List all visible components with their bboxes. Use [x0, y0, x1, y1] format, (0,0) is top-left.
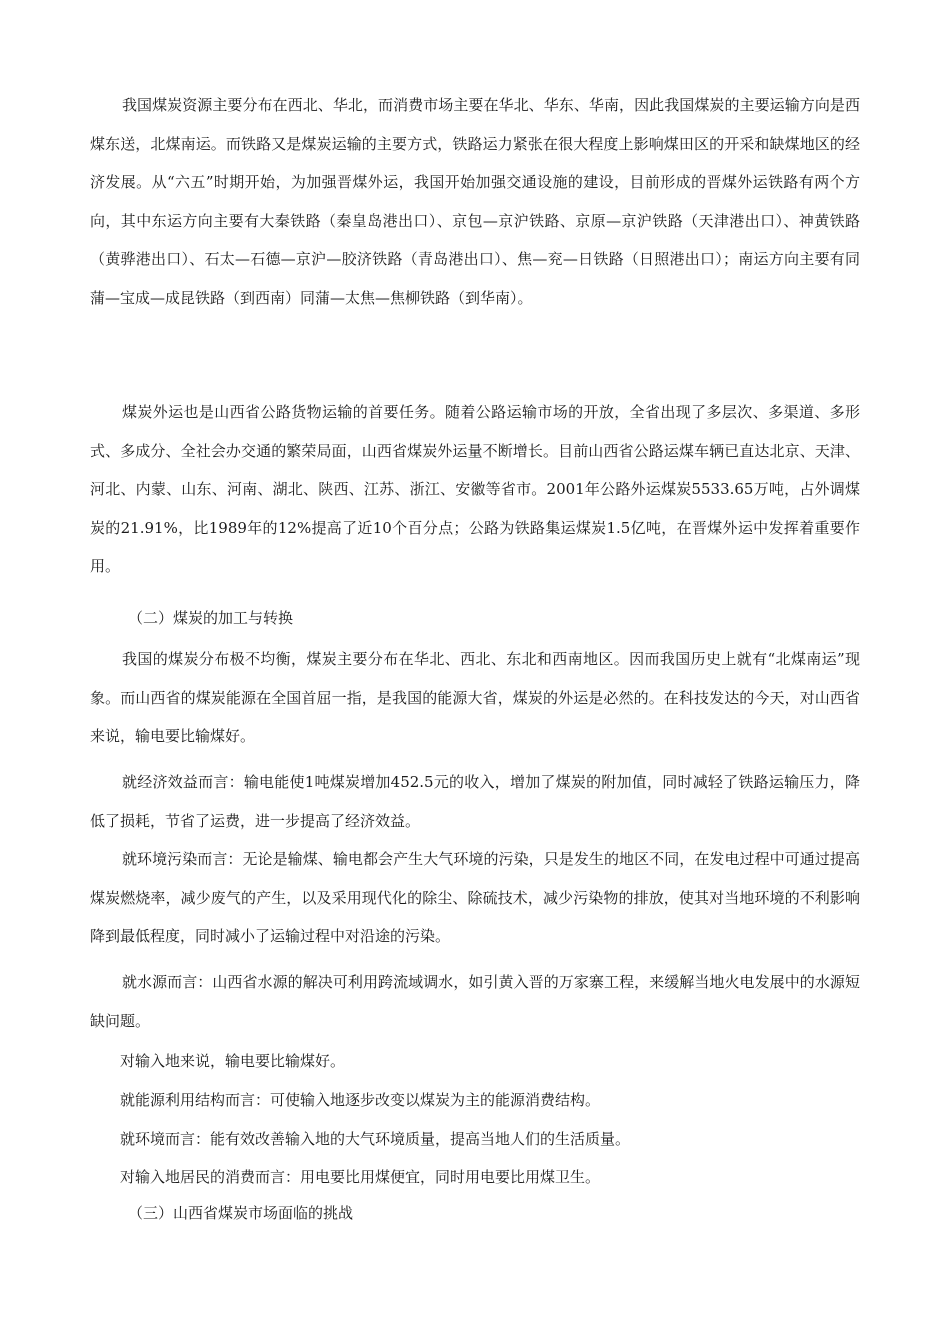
line-energy-structure: 就能源利用结构而言：可使输入地逐步改变以煤炭为主的能源消费结构。: [120, 1091, 601, 1109]
paragraph-water-source: 就水源而言：山西省水源的解决可利用跨流域调水，如引黄入晋的万家寨工程，来缓解当地火电发展中的水源短缺问题。: [90, 973, 860, 1030]
paragraph-coal-distribution: 我国的煤炭分布极不均衡，煤炭主要分布在华北、西北、东北和西南地区。因而我国历史上就有“北煤南运”现象。而山西省的煤炭能源在全国首屈一指，是我国的能源大省，煤炭的外运是必然的。在科技发达的今天，对山西省来说，输电要比输煤好。: [90, 650, 860, 745]
paragraph-environmental-pollution: 就环境污染而言：无论是输煤、输电都会产生大气环境的污染，只是发生的地区不同，在发电过程中可通过提高煤炭燃烧率，减少废气的产生，以及采用现代化的除尘、除硫技术，减少污染物的排放，使其对当地环境的不利影响降到最低程度，同时减小了运输过程中对沿途的污染。: [90, 850, 860, 945]
line-input-region: 对输入地来说，输电要比输煤好。: [120, 1052, 346, 1070]
section-heading-challenges: （三）山西省煤炭市场面临的挑战: [128, 1204, 354, 1222]
paragraph-road-coal-export: 煤炭外运也是山西省公路货物运输的首要任务。随着公路运输市场的开放，全省出现了多层次、多渠道、多形式、多成分、全社会办交通的繁荣局面，山西省煤炭外运量不断增长。目前山西省公路运煤车辆已直达北京、天津、河北、内蒙、山东、河南、湖北、陕西、江苏、浙江、安徽等省市。2001年公路外运煤炭5533.65万吨，占外调煤炭的21.91%，比1989年的12%提高了近10个百分点；公路为铁路集运煤炭1.5亿吨，在晋煤外运中发挥着重要作用。: [90, 403, 860, 575]
line-resident-consumption: 对输入地居民的消费而言：用电要比用煤便宜，同时用电要比用煤卫生。: [120, 1168, 601, 1186]
line-environment: 就环境而言：能有效改善输入地的大气环境质量，提高当地人们的生活质量。: [120, 1130, 631, 1148]
section-heading-processing: （二）煤炭的加工与转换: [128, 609, 294, 627]
paragraph-coal-transport-direction: 我国煤炭资源主要分布在西北、华北，而消费市场主要在华北、华东、华南，因此我国煤炭的主要运输方向是西煤东送，北煤南运。而铁路又是煤炭运输的主要方式，铁路运力紧张在很大程度上影响煤田区的开采和缺煤地区的经济发展。从“六五”时期开始，为加强晋煤外运，我国开始加强交通设施的建设，目前形成的晋煤外运铁路有两个方向，其中东运方向主要有大秦铁路（秦皇岛港出口）、京包—京沪铁路、京原—京沪铁路（天津港出口）、神黄铁路（黄骅港出口）、石太—石德—京沪—胶济铁路（青岛港出口）、焦—兖—日铁路（日照港出口）；南运方向主要有同蒲—宝成—成昆铁路（到西南）同蒲—太焦—焦柳铁路（到华南）。: [90, 96, 860, 307]
paragraph-economic-benefit: 就经济效益而言：输电能使1吨煤炭增加452.5元的收入，增加了煤炭的附加值，同时减轻了铁路运输压力，降低了损耗，节省了运费，进一步提高了经济效益。: [90, 773, 860, 830]
